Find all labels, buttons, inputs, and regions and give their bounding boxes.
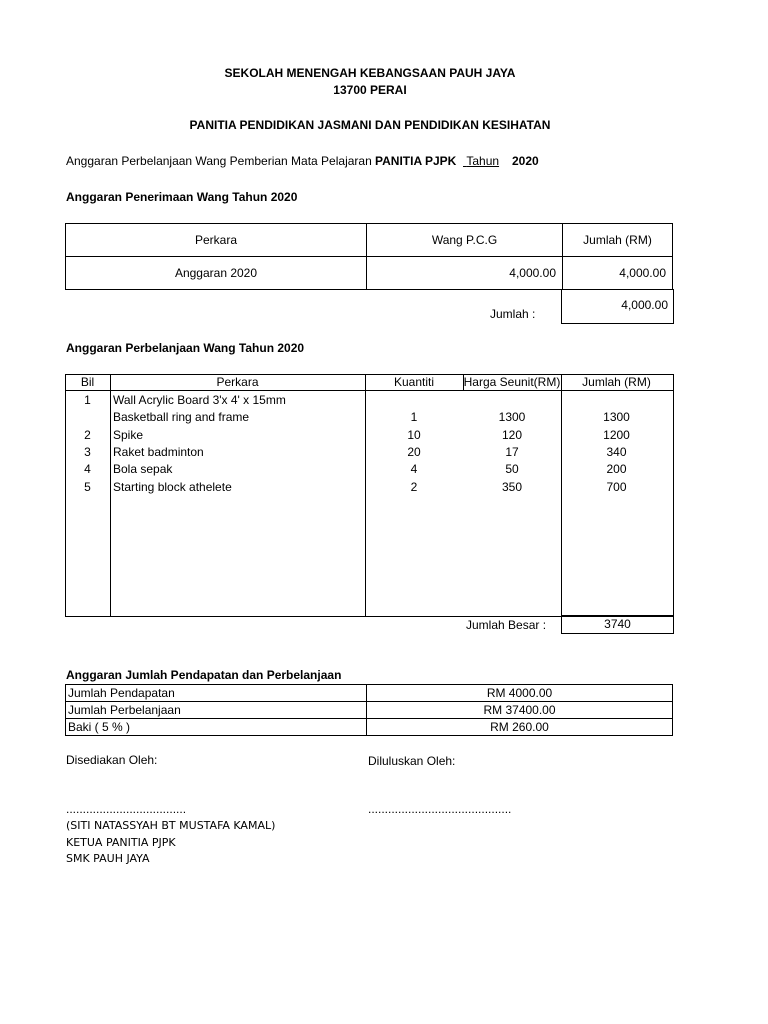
summary-title: Anggaran Jumlah Pendapatan dan Perbelanjaan — [66, 668, 342, 682]
expense-harga: 120 — [501, 427, 523, 442]
expense-perkara: Wall Acrylic Board 3'x 4' x 15mm — [113, 393, 286, 407]
school-address: 13700 PERAI — [333, 83, 407, 97]
expense-jumlah: 340 — [606, 444, 627, 459]
income-total-box — [561, 289, 674, 324]
income-total-label: Jumlah : — [490, 307, 536, 321]
expense-harga: 50 — [505, 462, 519, 477]
expense-title: Anggaran Perbelanjaan Wang Tahun 2020 — [66, 341, 305, 355]
expense-perkara: Bola sepak — [113, 462, 173, 477]
income-perkara: Anggaran 2020 — [66, 257, 367, 290]
prepared-by-label: Disediakan Oleh: — [66, 753, 158, 767]
expense-kuantiti: 20 — [407, 444, 421, 459]
summary-table — [65, 684, 673, 736]
grand-total-label: Jumlah Besar : — [466, 618, 547, 632]
intro-text: Anggaran Perbelanjaan Wang Pemberian Mata Pelajaran — [66, 154, 372, 168]
expense-bil: 1 — [84, 393, 91, 407]
expense-jumlah: 1200 — [603, 427, 630, 442]
approved-signature-line: ........................................... — [368, 802, 512, 816]
expense-header-divider — [65, 390, 674, 391]
income-row — [66, 257, 673, 290]
expense-perkara: Basketball ring and frame — [113, 410, 250, 425]
approved-by-label: Diluluskan Oleh: — [368, 754, 456, 768]
expense-perkara: Starting block athelete — [113, 479, 232, 494]
summary-row — [66, 719, 673, 736]
expense-kuantiti: 4 — [410, 462, 418, 477]
expense-bil: 2 — [84, 427, 91, 442]
intro-panel: PANITIA PJPK — [375, 154, 457, 168]
intro-year-label: Tahun — [466, 154, 500, 168]
summary-row — [66, 685, 673, 702]
committee-title: PANITIA PENDIDIKAN JASMANI DAN PENDIDIKAN KESIHATAN — [189, 118, 551, 132]
summary-value: RM 4000.00 — [367, 685, 673, 702]
expense-header-perkara: Perkara — [216, 375, 259, 389]
summary-row — [66, 702, 673, 719]
prepared-signature-line: .................................... — [66, 802, 187, 816]
signatory-position: KETUA PANITIA PJPK — [66, 836, 176, 849]
income-header-perkara: Perkara — [66, 224, 367, 257]
expense-harga: 17 — [505, 444, 519, 459]
expense-harga: 1300 — [498, 410, 526, 425]
expense-perkara: Spike — [113, 427, 144, 442]
income-header-row — [66, 224, 673, 257]
expense-col-divider — [110, 374, 111, 616]
intro-year: 2020 — [512, 154, 539, 168]
school-name: SEKOLAH MENENGAH KEBANGSAAN PAUH JAYA — [224, 66, 516, 80]
expense-bil: 3 — [84, 444, 91, 459]
expense-kuantiti: 1 — [410, 410, 418, 425]
expense-kuantiti: 2 — [410, 479, 418, 494]
expense-jumlah: 200 — [606, 462, 627, 477]
expense-header-kuantiti: Kuantiti — [393, 375, 435, 389]
expense-kuantiti: 10 — [407, 427, 421, 442]
expense-header-jumlah: Jumlah (RM) — [582, 375, 651, 389]
income-header-jumlah: Jumlah (RM) — [563, 224, 673, 257]
income-header-pcg: Wang P.C.G — [367, 224, 563, 257]
expense-header-bil: Bil — [80, 375, 95, 389]
income-table — [65, 223, 673, 290]
summary-value: RM 37400.00 — [367, 702, 673, 719]
income-pcg: 4,000.00 — [367, 257, 563, 290]
expense-bil: 4 — [84, 462, 91, 477]
summary-label: Baki ( 5 % ) — [66, 719, 367, 736]
expense-jumlah: 700 — [606, 479, 627, 494]
expense-header-harga: Harga Seunit(RM) — [463, 375, 561, 389]
expense-harga: 350 — [501, 479, 523, 494]
grand-total-box — [561, 615, 674, 634]
income-total-value: 4,000.00 — [621, 298, 668, 312]
summary-label: Jumlah Pendapatan — [66, 685, 367, 702]
expense-perkara: Raket badminton — [113, 444, 204, 459]
expense-jumlah: 1300 — [603, 410, 630, 425]
summary-label: Jumlah Perbelanjaan — [66, 702, 367, 719]
income-jumlah: 4,000.00 — [563, 257, 673, 290]
summary-value: RM 260.00 — [367, 719, 673, 736]
signatory-name: (SITI NATASSYAH BT MUSTAFA KAMAL) — [66, 819, 276, 832]
expense-bil: 5 — [84, 479, 91, 494]
signatory-school: SMK PAUH JAYA — [66, 852, 150, 865]
income-title: Anggaran Penerimaan Wang Tahun 2020 — [66, 190, 298, 204]
grand-total-value: 3740 — [604, 617, 631, 631]
